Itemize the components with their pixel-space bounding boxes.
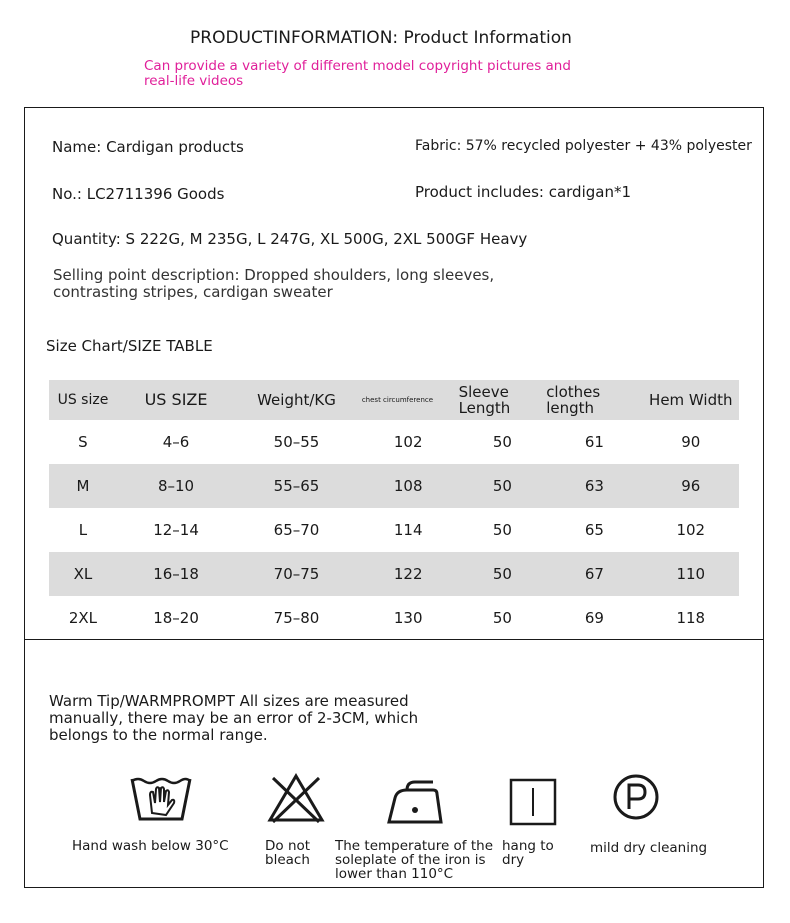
cell: 130 — [393, 609, 423, 627]
cell: 65–70 — [273, 521, 320, 539]
cell: 2XL — [68, 609, 98, 627]
no-bleach-icon — [267, 772, 325, 824]
cell: 102 — [393, 433, 423, 451]
product-includes: Product includes: cardigan*1 — [415, 183, 631, 201]
cell: 50 — [492, 433, 512, 451]
cell: 110 — [676, 565, 706, 583]
col-header-chest: chest circumference — [361, 396, 434, 404]
cell: 122 — [393, 565, 423, 583]
cell: 61 — [584, 433, 604, 451]
col-header-us-size: US size — [57, 392, 109, 408]
cell: S — [78, 433, 88, 451]
care-label-dry-clean: mild dry cleaning — [590, 840, 708, 856]
product-fabric: Fabric: 57% recycled polyester + 43% polyester — [415, 138, 752, 154]
cell: 108 — [393, 477, 423, 495]
product-name: Name: Cardigan products — [52, 138, 244, 156]
care-label-iron: The temperature of the soleplate of the iron is lower than 110°C — [335, 838, 494, 882]
product-number: No.: LC2711396 Goods — [52, 185, 225, 203]
table-row — [49, 464, 739, 508]
cell: 50–55 — [273, 433, 320, 451]
product-quantity: Quantity: S 222G, M 235G, L 247G, XL 500G, 2XL 500GF Heavy — [52, 230, 528, 248]
cell: 67 — [584, 565, 604, 583]
hang-dry-icon — [509, 778, 557, 826]
cell: 4–6 — [162, 433, 190, 451]
cell: L — [78, 521, 88, 539]
cell: 102 — [676, 521, 706, 539]
cell: 50 — [492, 609, 512, 627]
cell: 12–14 — [153, 521, 199, 539]
care-label-no-bleach: Do not bleach — [265, 838, 311, 868]
cell: 69 — [584, 609, 604, 627]
col-header-clothes-length: clothes length — [546, 383, 601, 417]
table-row — [49, 596, 739, 640]
col-header-weight: Weight/KG — [257, 391, 336, 409]
size-table — [49, 380, 739, 640]
cell: 18–20 — [153, 609, 199, 627]
cell: 96 — [681, 477, 701, 495]
care-label-hang-dry: hang to dry — [502, 838, 554, 868]
care-label-hand-wash: Hand wash below 30°C — [72, 838, 229, 854]
col-header-sleeve: Sleeve Length — [458, 383, 511, 417]
cell: 118 — [676, 609, 706, 627]
table-row — [49, 508, 739, 552]
size-table-header — [49, 380, 739, 420]
cell: 65 — [584, 521, 604, 539]
cell: 114 — [393, 521, 423, 539]
warm-tip: Warm Tip/WARMPROMPT All sizes are measured manually, there may be an error of 2-3CM, which belongs to the normal range. — [49, 692, 419, 744]
table-row — [49, 552, 739, 596]
cell: 50 — [492, 565, 512, 583]
table-row — [49, 420, 739, 464]
size-chart-heading: Size Chart/SIZE TABLE — [46, 337, 213, 355]
iron-icon — [387, 778, 443, 824]
cell: 55–65 — [273, 477, 320, 495]
col-header-us-size-upper: US SIZE — [144, 390, 208, 409]
cell: M — [76, 477, 90, 495]
subtitle-note: Can provide a variety of different model copyright pictures and real-life videos — [144, 58, 571, 89]
cell: 50 — [492, 477, 512, 495]
cell: 90 — [681, 433, 701, 451]
page-title: PRODUCTINFORMATION: Product Information — [190, 28, 572, 48]
cell: 50 — [492, 521, 512, 539]
cell: 63 — [584, 477, 604, 495]
cell: 8–10 — [157, 477, 195, 495]
hand-wash-icon — [130, 775, 192, 823]
cell: 75–80 — [273, 609, 320, 627]
col-header-hem-width: Hem Width — [649, 391, 733, 409]
cell: 70–75 — [273, 565, 320, 583]
dry-clean-icon — [612, 773, 660, 821]
selling-point-description: Selling point description: Dropped shoulders, long sleeves, contrasting stripes, cardigan sweater — [53, 266, 495, 301]
cell: XL — [73, 565, 93, 583]
cell: 16–18 — [153, 565, 199, 583]
